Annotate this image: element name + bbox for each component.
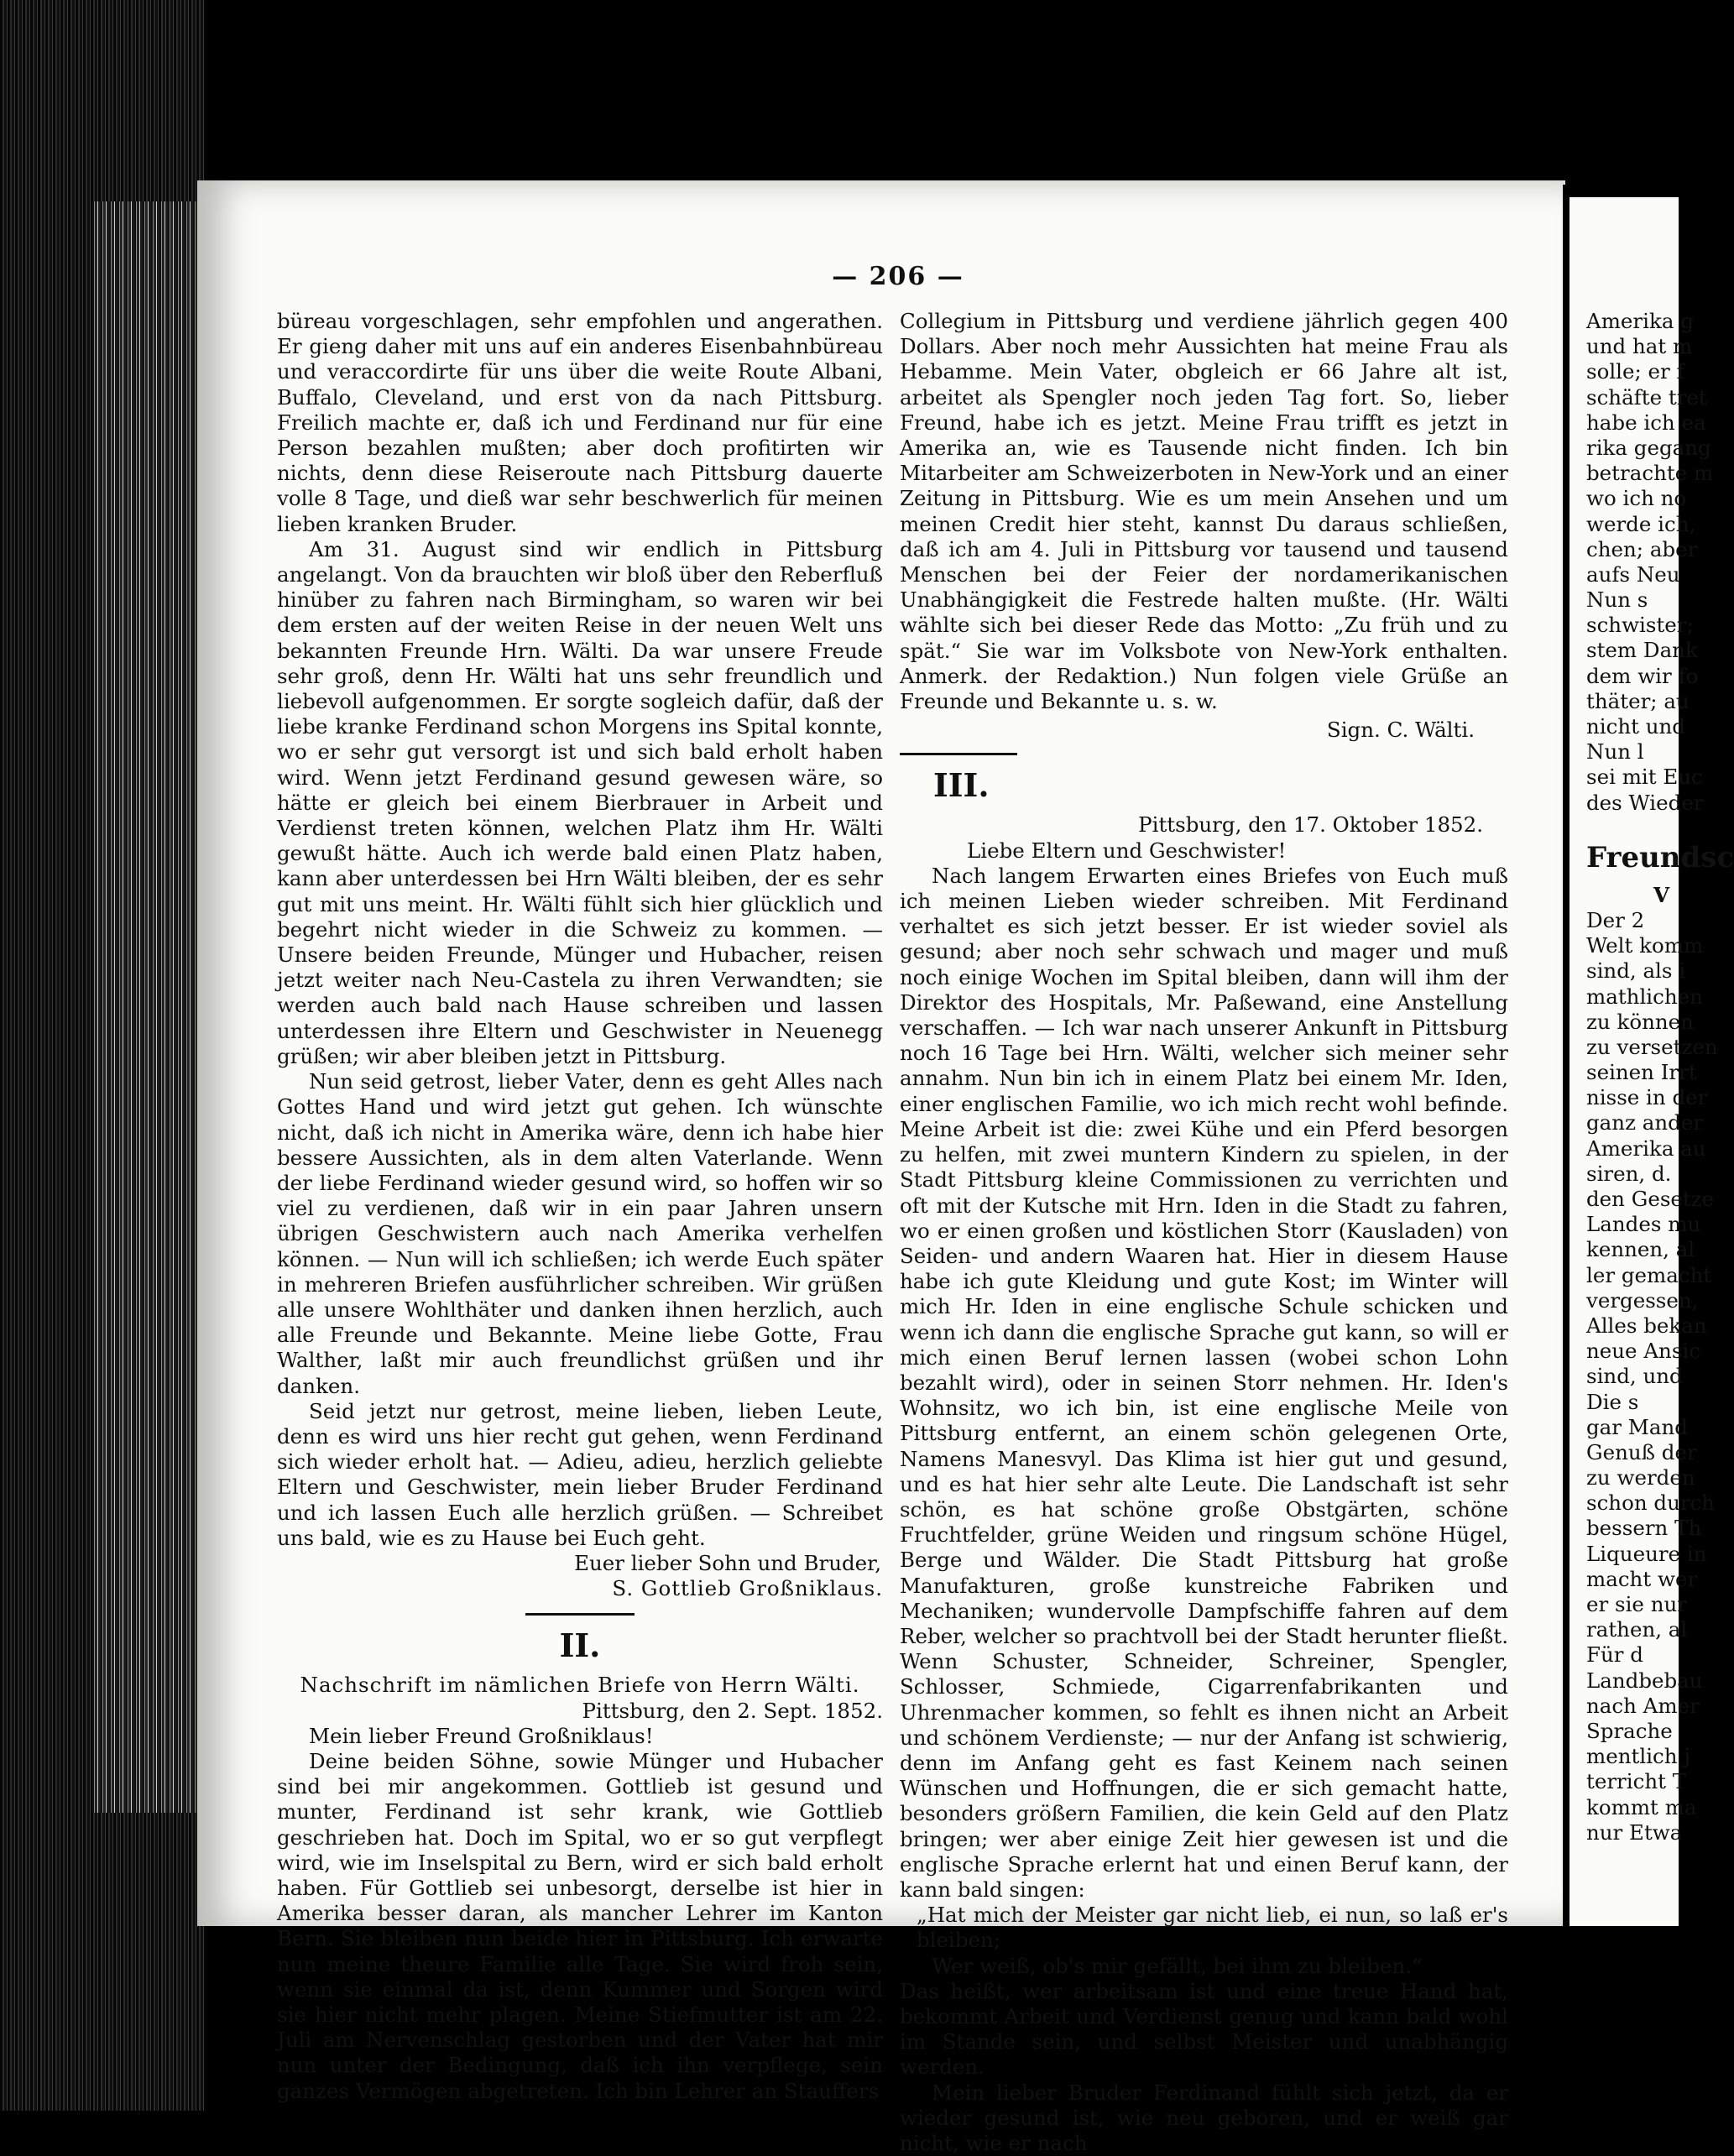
fragment-line: kennen, al [1586, 1237, 1695, 1262]
paragraph: Collegium in Pittsburg und verdiene jährlich gegen 400 Dollars. Aber noch mehr Aussichten hat meine Frau als Hebamme. Mein Vater, obgleich er 66 Jahre alt ist, arbeitet als Spengler noch jeden Tag fort. So, lieber Freund, habe ich es jetzt. Meine Frau trifft es jetzt in Amerika an, wie es Tausende nicht finden. Ich bin Mitarbeiter am Schweizerboten in New-York und an einer Zeitung in Pittsburg. Wie es um mein Ansehen und um meinen Credit hier steht, kannst Du daraus schließen, daß ich am 4. Juli in Pittsburg vor tausend und tausend Menschen bei der Feier der nordamerikanischen Unabhängigkeit die Festrede halten mußte. (Hr. Wälti wählte sich bei dieser Rede das Motto: „Zu früh und zu spät.“ Sie war im Volksbote von New-York enthalten. Anmerk. der Redaktion.) Nun folgen viele Grüße an Freunde und Bekannte u. s. w. [900, 309, 1508, 714]
fragment-line: sei mit Euc [1586, 765, 1703, 790]
fragment-line: seinen Irrt [1586, 1060, 1697, 1085]
paragraph: Mein lieber Bruder Ferdinand fühlt sich jetzt, da er wieder gesund ist, wie neu geboren, und er weiß gar nicht, wie er nach [900, 2080, 1508, 2156]
fragment-line: Für d [1586, 1642, 1643, 1668]
section-heading: III. [933, 766, 990, 805]
fragment-line: Liqueure in [1586, 1541, 1707, 1566]
left-column [277, 309, 883, 2104]
fragment-line: schäfte tret [1586, 384, 1707, 410]
paragraph: Deine beiden Söhne, sowie Münger und Hubacher sind bei mir angekommen. Gottlieb ist gesund und munter, Ferdinand ist sehr krank, wie Gottlieb geschrieben hat. Doch im Spital, wo er so gut verpflegt wird, wie im Inselspital zu Bern, wird er sich bald erholt haben. Für Gottlieb sei unbesorgt, derselbe ist hier in Amerika besser daran, als mancher Lehrer im Kanton Bern. Sie bleiben nun beide hier in Pittsburg. Ich erwarte nun meine theure Familie alle Tage. Sie wird froh sein, wenn sie einmal da ist, denn Kummer und Sorgen wird sie hier nicht mehr plagen. Meine Stiefmutter ist am 22. Juli am Nervenschlag gestorben und der Vater hat mir nun unter der Bedingung, daß ich ihn verpflege, sein ganzes Vermögen abgetreten. Ich bin Lehrer an Stauffers [277, 1748, 883, 2103]
page-number: — 206 — [832, 262, 964, 291]
fragment-line: betrachte m [1586, 461, 1714, 486]
fragment-line: habe ich ea [1586, 410, 1706, 435]
fragment-line: mathlichen [1586, 984, 1703, 1009]
letter-signature: Sign. C. Wälti. [1326, 718, 1475, 743]
fragment-line: ganz ander [1586, 1110, 1704, 1135]
fragment-line: chen; aber [1586, 536, 1698, 561]
fragment-line: aufs Neu [1586, 561, 1680, 587]
fragment-line: Sprache [1586, 1718, 1673, 1743]
salutation: Mein lieber Freund Großniklaus! [309, 1723, 654, 1748]
verse-line: Wer weiß, ob's mir gefällt, bei ihm zu bleiben.“ [932, 1953, 1423, 1978]
fragment-line: rathen, al [1586, 1617, 1688, 1642]
fragment-line: zu können [1586, 1009, 1694, 1034]
right-page-fragment [1586, 309, 1734, 1845]
fragment-line: werde ich, [1586, 511, 1696, 536]
letter-closing: Euer lieber Sohn und Bruder, [574, 1550, 881, 1575]
fragment-line: er sie nur [1586, 1592, 1687, 1616]
fragment-line: siren, d. [1586, 1161, 1672, 1186]
fragment-line: neue Ansic [1586, 1339, 1700, 1364]
paragraph: Nun seid getrost, lieber Vater, denn es geht Alles nach Gottes Hand und wird jetzt gut gehen. Ich wünschte nicht, daß ich nicht in Amerika wäre, denn ich habe hier bessere Aussichten, als in dem alten Vaterlande. Wenn der liebe Ferdinand wieder gesund wird, so hoffen wir so viel zu verdienen, daß wir in ein paar Jahren unsern übrigen Geschwistern auch nach Amerika verhelfen können. — Nun will ich schließen; ich werde Euch später in mehreren Briefen ausführlicher schreiben. Wir grüßen alle unsere Wohlthäter und danken ihnen herzlich, auch alle Freunde und Bekannte. Meine liebe Gotte, Frau Walther, laßt mir auch freundlichst grüßen und ihr danken. [277, 1069, 883, 1398]
fragment-line: rika gegang [1586, 435, 1711, 460]
fragment-line: mentlich j [1586, 1744, 1690, 1769]
fragment-line: Landbebau [1586, 1668, 1703, 1693]
fragment-line: nicht und [1586, 714, 1685, 739]
fragment-heading: Freundsc [1586, 840, 1734, 874]
fragment-line: macht wer [1586, 1566, 1698, 1591]
fragment-line: vergessen, [1586, 1287, 1699, 1313]
place-date: Pittsburg, den 2. Sept. 1852. [582, 1698, 883, 1723]
fragment-line: zu versetzen [1586, 1034, 1718, 1059]
fragment-line: wo ich no [1586, 486, 1687, 511]
fragment-line: thäter; au [1586, 688, 1690, 713]
fragment-line: sind, als i [1586, 958, 1686, 984]
fragment-line: ler gemacht [1586, 1262, 1712, 1287]
fragment-subheading: V [1653, 882, 1670, 907]
fragment-line: terricht T [1586, 1769, 1687, 1794]
place-date: Pittsburg, den 17. Oktober 1852. [1138, 812, 1483, 838]
fragment-line: schwister; [1586, 613, 1694, 638]
fragment-line: Nun s [1586, 587, 1648, 613]
salutation: Liebe Eltern und Geschwister! [967, 838, 1287, 863]
fragment-line: nach Amer [1586, 1693, 1700, 1718]
fragment-line: zu werden [1586, 1465, 1695, 1490]
fragment-line: den Gesetze [1586, 1187, 1715, 1211]
fragment-line: Nun l [1586, 739, 1644, 765]
paragraph: Das heißt, wer arbeitsam ist und eine treue Hand hat, bekommt Arbeit und Verdienst genug und kann bald wohl im Stande sein, und selbst Meister und unabhängig werden. [900, 1978, 1508, 2080]
fragment-line: nur Etwa [1586, 1819, 1683, 1845]
fragment-line: bessern Th [1586, 1516, 1702, 1541]
book-page-edges [92, 201, 206, 1813]
fragment-line: Alles bekan [1586, 1313, 1707, 1338]
fragment-line: sind, und [1586, 1364, 1683, 1389]
fragment-line: Amerika au [1586, 1135, 1706, 1161]
verse-line: „Hat mich der Meister gar nicht lieb, ei nun, so laß er's bleiben; [917, 1903, 1508, 1953]
section-subtitle: Nachschrift im nämlichen Briefe von Herrn Wälti. [300, 1673, 860, 1698]
section-divider [900, 753, 1017, 755]
fragment-line: Landes mu [1586, 1212, 1701, 1237]
section-divider [525, 1613, 635, 1616]
middle-column [900, 309, 1508, 2156]
paragraph: Nach langem Erwarten eines Briefes von Euch muß ich meinen Lieben wieder schreiben. Mit Ferdinand verhaltet es sich jetzt besser. Er ist wieder soviel als gesund; aber noch sehr schwach und mager und muß noch einige Wochen im Spital bleiben, dann will ihm der Direktor des Hospitals, Mr. Paßewand, eine Anstellung verschaffen. — Ich war nach unserer Ankunft in Pittsburg noch 16 Tage bei Hrn. Wälti, welcher sich meiner sehr annahm. Nun bin ich in einem Platz bei einem Mr. Iden, einer englischen Familie, wo ich mich recht wohl befinde. Meine Arbeit ist die: zwei Kühe und ein Pferd besorgen zu helfen, mit zwei muntern Kindern zu spielen, in der Stadt Pittsburg kleine Commissionen zu verrichten und oft mit der Kutsche mit Hrn. Iden in die Stadt zu fahren, wo er einen großen und köstlichen Storr (Kausladen) von Seiden- und andern Waaren hat. Hier in diesem Hause habe ich gute Kleidung und gute Kost; im Winter will mich Hr. Iden in eine englische Schule schicken und wenn ich dann die englische Sprache gut kann, so will er mich einen Beruf lernen lassen (wobei schon Lohn bezahlt wird), oder in seinen Storr nehmen. Hr. Iden's Wohnsitz, wo ich bin, ist eine englische Meile von Pittsburg entfernt, an einem schön gelegenen Orte, Namens Manesvyl. Das Klima ist hier gut und gesund, und es hat hier sehr alte Leute. Die Landschaft ist sehr schön, es hat schöne große Obstgärten, schöne Fruchtfelder, grüne Weiden und ringsum schöne Hügel, Berge und Wälder. Die Stadt Pittsburg hat große Manufakturen, große kunstreiche Fabriken und Mechaniken; wundervolle Dampfschiffe fahren auf dem Reber, welcher so prachtvoll bei der Stadt herunter fließt. Wenn Schuster, Schneider, Schreiner, Spengler, Schlosser, Schmiede, Cigarrenfabrikanten und Uhrenmacher kommen, so fehlt es ihnen nicht an Arbeit und schönem Verdienste; — nur der Anfang ist schwierig, denn im Anfang geht es fast Keinem nach seinen Wünschen und Hoffnungen, die er sich gemacht hatte, besonders größern Familien, die kein Geld auf den Platz bringen; wer aber einige Zeit hier gewesen ist und die englische Sprache erlernt hat und einen Beruf kann, der kann bald singen: [900, 863, 1508, 1902]
section-heading: II. [559, 1626, 601, 1665]
fragment-line: Die s [1586, 1389, 1639, 1414]
fragment-line: Genuß der [1586, 1439, 1697, 1464]
fragment-line: nisse in der [1586, 1085, 1708, 1110]
fragment-line: solle; er f [1586, 359, 1684, 384]
fragment-line: stem Dank [1586, 638, 1698, 663]
fragment-line: Der 2 [1586, 907, 1645, 932]
fragment-line: dem wir fo [1586, 663, 1699, 688]
paragraph: Seid jetzt nur getrost, meine lieben, lieben Leute, denn es wird uns hier recht gut gehen, wenn Ferdinand sich wieder erholt hat. — Adieu, adieu, herzlich geliebte Eltern und Geschwister, mein lieber Bruder Ferdinand und ich lassen Euch alle herzlich grüßen. — Schreibet uns bald, wie es zu Hause bei Euch geht. [277, 1398, 883, 1550]
fragment-line: und hat m [1586, 334, 1693, 359]
fragment-line: des Wieder [1586, 790, 1704, 815]
letter-signature: S. Gottlieb Großniklaus. [612, 1576, 883, 1601]
fragment-line: Amerika g [1586, 309, 1694, 333]
fragment-line: schon durch [1586, 1490, 1716, 1516]
fragment-line: kommt ma [1586, 1794, 1697, 1819]
paragraph: Am 31. August sind wir endlich in Pittsburg angelangt. Von da brauchten wir bloß über den Reberfluß hinüber zu fahren nach Birmingham, so waren wir bei dem ersten auf der weiten Reise in der neuen Welt uns bekannten Freunde Hrn. Wälti. Da war unsere Freude sehr groß, denn Hr. Wälti hat uns sehr freundlich und liebevoll aufgenommen. Er sorgte sogleich dafür, daß der liebe kranke Ferdinand schon Morgens ins Spital konnte, wo er sehr gut versorgt ist und sich bald erholt haben wird. Wenn jetzt Ferdinand gesund gewesen wäre, so hätte er gleich bei einem Bierbrauer in Arbeit und Verdienst treten können, welchen Platz ihm Hr. Wälti gewußt hätte. Auch ich werde bald einen Platz haben, kann aber unterdessen bei Hrn Wälti bleiben, der es sehr gut mit uns meint. Hr. Wälti fühlt sich hier glücklich und begehrt nicht wieder in die Schweiz zu kommen. — Unsere beiden Freunde, Münger und Hubacher, reisen jetzt weiter nach Neu-Castela zu ihren Verwandten; sie werden auch bald nach Hause schreiben und lassen unterdessen ihre Eltern und Geschwister in Neuenegg grüßen; wir aber bleiben jetzt in Pittsburg. [277, 536, 883, 1068]
fragment-line: Welt komm [1586, 933, 1704, 958]
paragraph: büreau vorgeschlagen, sehr empfohlen und angerathen. Er gieng daher mit uns auf ein anderes Eisenbahnbüreau und veraccordirte für uns über die weite Route Albani, Buffalo, Cleveland, und erst von da nach Pittsburg. Freilich machte er, daß ich und Ferdinand nur für eine Person bezahlen mußten; aber doch profitirten wir nichts, denn diese Reiseroute nach Pittsburg dauerte volle 8 Tage, und dieß war sehr beschwerlich für meinen lieben kranken Bruder. [277, 309, 883, 536]
fragment-line: gar Mand [1586, 1414, 1688, 1439]
